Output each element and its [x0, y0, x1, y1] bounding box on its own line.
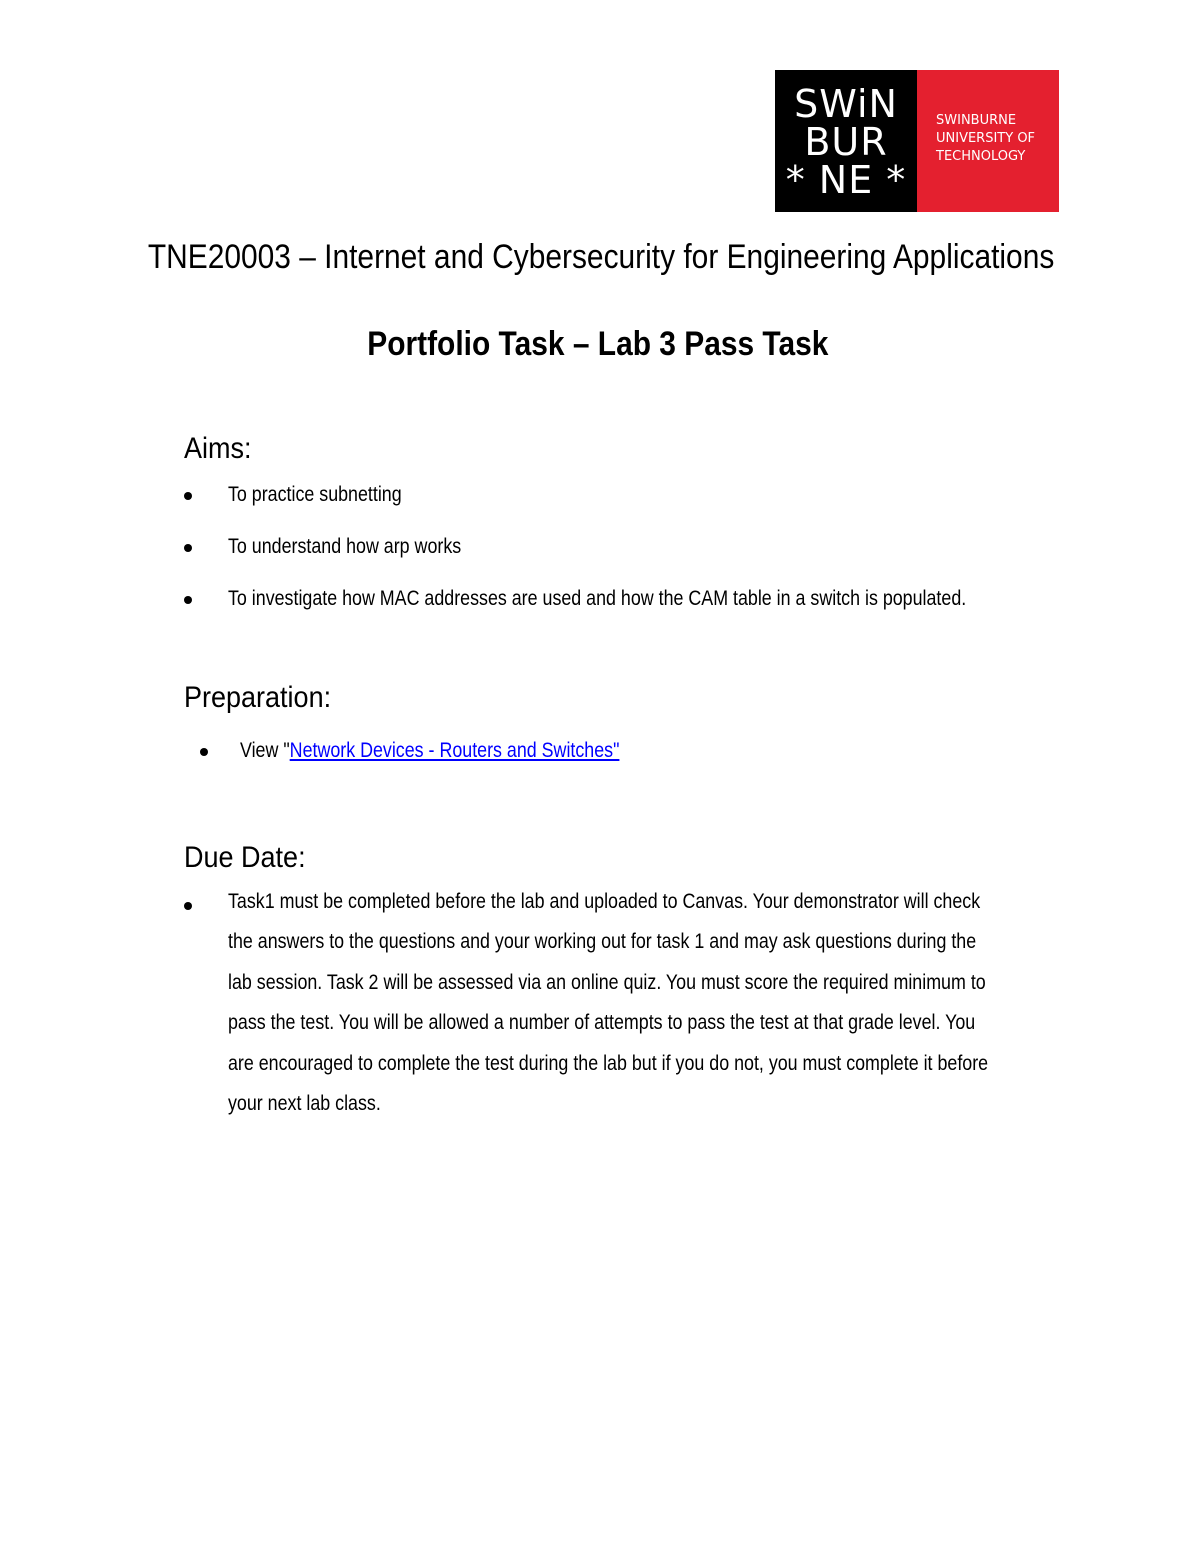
due-date-heading: Due Date:: [184, 841, 306, 874]
bullet-icon: [184, 902, 192, 910]
bullet-icon: [200, 748, 208, 756]
logo-wordmark-line-2: BUR: [804, 120, 888, 164]
logo-university-line-1: SWINBURNE: [936, 113, 1017, 128]
due-date-line: lab session. Task 2 will be assessed via an online quiz. You must score the required minimum to: [228, 970, 986, 994]
logo-wordmark-panel: [775, 70, 917, 212]
task-title: Portfolio Task – Lab 3 Pass Task: [367, 325, 829, 363]
logo-wordmark-line-1: SWiN: [794, 82, 898, 126]
aims-item-text: To understand how arp works: [228, 535, 462, 558]
due-date-line: Task1 must be completed before the lab and uploaded to Canvas. Your demonstrator will check: [228, 890, 981, 913]
preparation-item-text: [240, 739, 619, 763]
due-date-line: are encouraged to complete the test during the lab but if you do not, you must complete it before: [228, 1051, 989, 1075]
due-date-paragraph: [228, 882, 1044, 1124]
bullet-icon: [184, 544, 192, 552]
due-date-line: pass the test. You will be allowed a number of attempts to pass the test at that grade level. You: [228, 1011, 976, 1035]
aims-heading: Aims:: [184, 432, 252, 465]
aims-item-text: To investigate how MAC addresses are used and how the CAM table in a switch is populated.: [228, 587, 967, 610]
swinburne-logo: [775, 70, 1059, 212]
network-devices-link[interactable]: Network Devices - Routers and Switches": [289, 739, 620, 762]
logo-wordmark-line-3: * NE *: [785, 158, 907, 202]
due-date-list: [0, 882, 1200, 1142]
aims-item-text: To practice subnetting: [228, 483, 402, 506]
due-date-line: the answers to the questions and your working out for task 1 and may ask questions during the: [228, 930, 977, 954]
logo-university-line-2: UNIVERSITY OF: [936, 131, 1036, 146]
preparation-heading: Preparation:: [184, 681, 332, 714]
logo-university-line-3: TECHNOLOGY: [936, 149, 1026, 164]
logo-university-panel: [917, 70, 1059, 212]
bullet-icon: [184, 492, 192, 500]
bullet-icon: [184, 596, 192, 604]
due-date-line: your next lab class.: [228, 1092, 381, 1116]
preparation-item-prefix: View ": [240, 739, 290, 762]
course-title: TNE20003 – Internet and Cybersecurity for Engineering Applications: [147, 238, 1055, 276]
